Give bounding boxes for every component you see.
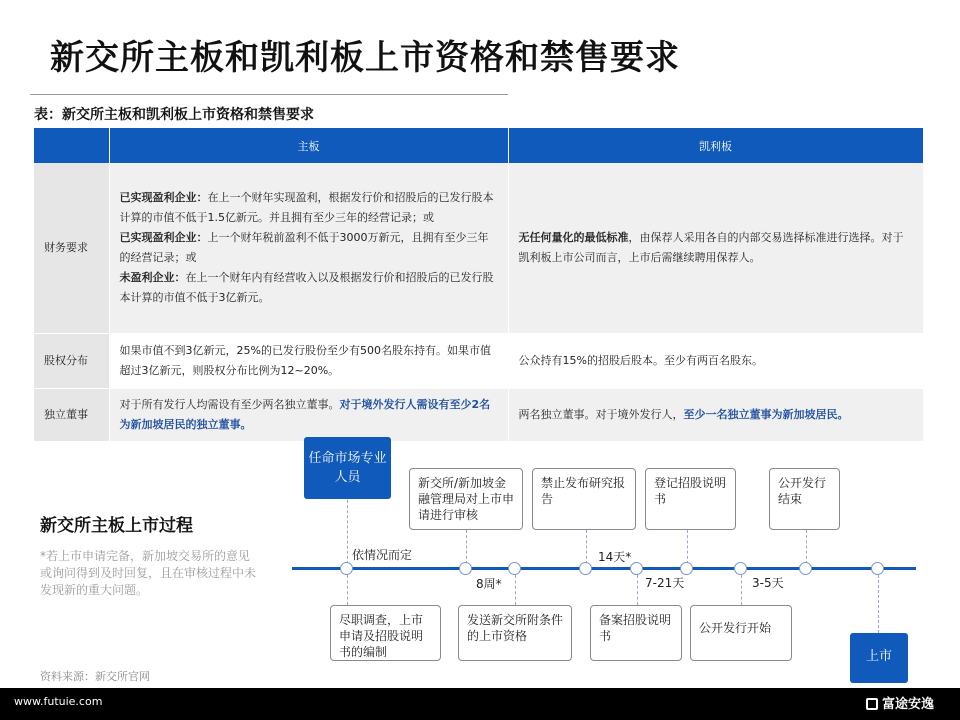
header-main-board: 主板 — [109, 128, 508, 163]
timeline-node-5 — [630, 562, 643, 575]
header-catalist: 凯利板 — [508, 128, 923, 163]
cell-director-catalist — [508, 389, 923, 442]
criterion-3-heading: 未盈利企业： — [119, 271, 186, 284]
duration-8-weeks: 8周* — [476, 577, 502, 591]
criterion-2-heading: 已实现盈利企业： — [119, 231, 208, 244]
cell-finance-catalist — [508, 163, 923, 334]
footer-logo-text: 富途安逸 — [882, 697, 935, 712]
timeline-node-3 — [508, 562, 521, 575]
cell-share-main: 如果市值不到3亿新元，25%的已发行股份至少有500名股东持有。如果市值超过3亿新元，则股权分布比例为12~20%。 — [109, 334, 508, 389]
row-label-finance: 财务要求 — [34, 163, 109, 334]
cell-finance-main — [109, 163, 508, 334]
finance-criterion-1 — [120, 188, 498, 228]
title-divider — [30, 94, 508, 95]
connector-ban — [586, 530, 587, 564]
timeline-node-1 — [340, 562, 353, 575]
criterion-1-text: 在上一个财年实现盈利，根据发行价和招股后的已发行股本计算的市值不低于1.5亿新元。并且拥有至少三年的经营记录；或 — [119, 191, 494, 224]
director-catalist-highlight: 至少一名独立董事为新加坡居民。 — [683, 408, 849, 421]
catalist-finance-heading: 无任何量化的最低标准 — [518, 231, 629, 244]
header-blank — [34, 128, 109, 163]
cell-share-catalist: 公众持有15%的招股后股本。至少有两百名股东。 — [508, 334, 923, 389]
step-ipo-start: 公开发行开始 — [690, 605, 792, 661]
criterion-3-text: 在上一个财年内有经营收入以及根据发行价和招股后的已发行股本计算的市值不低于3亿新元。 — [119, 271, 494, 304]
timeline-node-4 — [579, 562, 592, 575]
timeline-axis — [292, 567, 916, 570]
connector-ipo-start — [741, 575, 742, 605]
connector-appoint — [347, 500, 348, 564]
footer-url: www.futuie.com — [14, 695, 103, 708]
listing-requirements-table — [34, 128, 924, 442]
criterion-1-heading: 已实现盈利企业： — [119, 191, 208, 204]
source-note: 资料来源：新交所官网 — [40, 670, 150, 683]
footer-bar — [0, 688, 960, 720]
finance-criterion-3 — [120, 268, 498, 308]
brand-logo-icon — [866, 698, 878, 710]
connector-file — [637, 575, 638, 605]
catalist-finance-text: ，由保荐人采用各自的内部交易选择标准进行选择。对于凯利板上市公司而言，上市后需继续聘用保荐人。 — [518, 231, 904, 264]
duration-3-5-days: 3-5天 — [752, 576, 784, 590]
process-footnote: *若上市申请完备，新加坡交易所的意见或询问得到及时回复，且在审核过程中未发现新的重大问题。 — [40, 549, 257, 597]
step-register-prospectus: 登记招股说明书 — [645, 468, 736, 530]
step-review: 新交所/新加坡金融管理局对上市申请进行审核 — [409, 468, 523, 530]
criterion-2-text: 上一个财年税前盈利不低于3000万新元，且拥有至少三年的经营记录；或 — [119, 231, 489, 264]
connector-due-diligence — [347, 575, 348, 605]
step-listing: 上市 — [850, 633, 908, 683]
step-conditional-eligibility: 发送新交所附条件的上市资格 — [458, 605, 572, 661]
connector-ipo-end — [806, 530, 807, 564]
timeline-node-2 — [459, 562, 472, 575]
step-file-prospectus: 备案招股说明书 — [590, 605, 682, 661]
step-ipo-end: 公开发行结束 — [769, 468, 840, 530]
cell-director-main — [109, 389, 508, 442]
connector-conditional — [515, 575, 516, 605]
timeline-node-9 — [871, 562, 884, 575]
table-caption: 表：新交所主板和凯利板上市资格和禁售要求 — [34, 107, 314, 123]
director-main-text: 对于所有发行人均需设有至少两名独立董事。 — [119, 398, 340, 411]
connector-listing — [878, 575, 879, 633]
table-row-share-distribution — [34, 334, 923, 389]
timeline-node-8 — [799, 562, 812, 575]
step-ban-research: 禁止发布研究报告 — [532, 468, 636, 530]
step-due-diligence: 尽职调查，上市申请及招股说明书的编制 — [330, 605, 441, 661]
connector-review — [466, 530, 467, 564]
duration-depends: 依情况而定 — [352, 548, 413, 562]
step-appoint-professionals: 任命市场专业人员 — [304, 437, 391, 499]
table-row-independent-directors — [34, 389, 923, 442]
duration-14-days: 14天* — [598, 550, 632, 564]
director-catalist-text: 两名独立董事。对于境外发行人， — [518, 408, 684, 421]
page-title: 新交所主板和凯利板上市资格和禁售要求 — [50, 38, 680, 78]
connector-register — [687, 530, 688, 564]
table-row-finance — [34, 163, 923, 334]
table-header-row — [34, 128, 923, 163]
row-label-share: 股权分布 — [34, 334, 109, 389]
footer-logo — [866, 693, 934, 712]
director-main-highlight: 对于境外发行人需设有至少2名为新加坡居民的独立董事。 — [119, 398, 491, 431]
timeline-node-7 — [734, 562, 747, 575]
row-label-director: 独立董事 — [34, 389, 109, 442]
duration-7-21-days: 7-21天 — [645, 576, 685, 590]
finance-criterion-2 — [120, 228, 498, 268]
process-title: 新交所主板上市过程 — [40, 516, 193, 536]
